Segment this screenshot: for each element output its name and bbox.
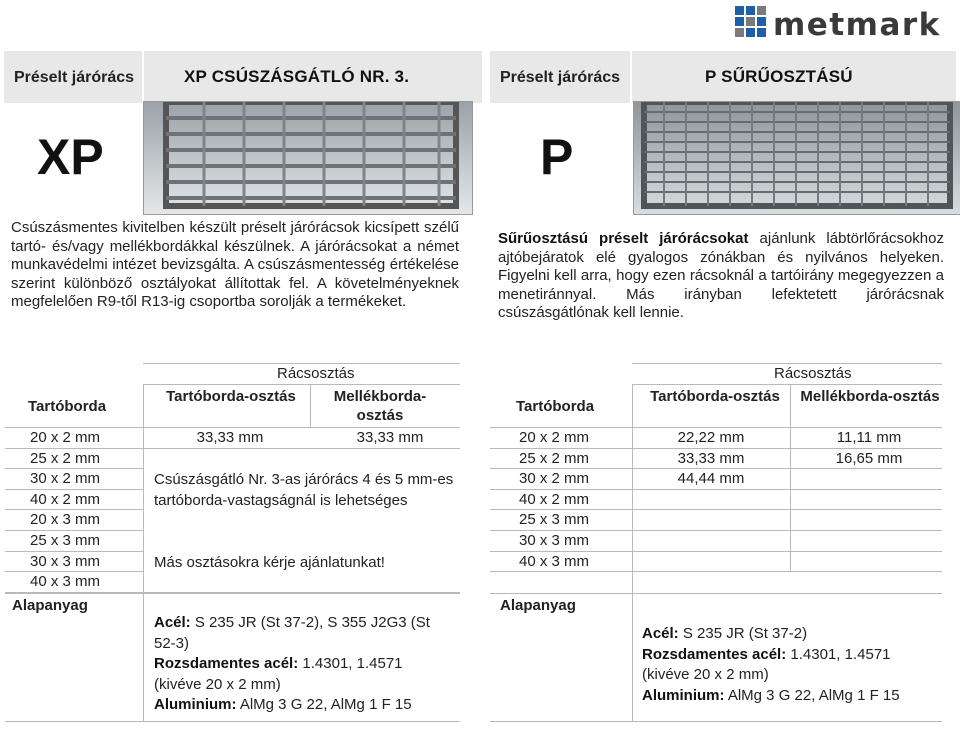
right-header-label: Préselt járórács bbox=[499, 68, 621, 86]
xp-grating-photo bbox=[143, 101, 473, 215]
table-cell-mellekborda-osztas: 33,33 mm bbox=[356, 429, 424, 446]
table-cell-tartoborda: 20 x 2 mm bbox=[30, 429, 101, 446]
left-mat2-note: (kivéve 20 x 2 mm) bbox=[154, 675, 281, 693]
right-mat2-label: Rozsdamentes acél: bbox=[642, 645, 787, 663]
left-header-label: Préselt járórács bbox=[13, 68, 135, 86]
left-col-tartoborda: Tartóborda bbox=[28, 398, 107, 415]
table-cell-tartoborda: 40 x 3 mm bbox=[30, 573, 101, 591]
table-cell-tartoborda: 25 x 3 mm bbox=[30, 532, 101, 549]
table-line bbox=[143, 384, 144, 428]
right-mat2-value: 1.4301, 1.4571 bbox=[790, 645, 891, 663]
right-col-tartoborda-osztas: Tartóborda-osztás bbox=[650, 388, 780, 405]
table-line bbox=[310, 384, 311, 428]
left-mat3-label: Aluminium: bbox=[154, 696, 237, 713]
table-line bbox=[490, 509, 942, 510]
table-line bbox=[490, 530, 942, 531]
table-line bbox=[5, 468, 143, 469]
table-cell-mellekborda-osztas: 11,11 mm bbox=[836, 429, 902, 446]
table-line bbox=[490, 427, 942, 428]
table-line bbox=[5, 571, 143, 572]
table-cell-tartoborda-osztas: 44,44 mm bbox=[677, 470, 745, 488]
left-col-mellekborda-osztas: Mellékborda-osztás bbox=[333, 388, 427, 424]
right-col-mellekborda-osztas: Mellékborda-osztás bbox=[800, 388, 940, 405]
table-line bbox=[490, 593, 942, 594]
left-mat2-value: 1.4301, 1.4571 bbox=[302, 655, 403, 672]
left-header-bar bbox=[4, 51, 482, 103]
table-line bbox=[490, 489, 942, 490]
table-line bbox=[490, 448, 942, 449]
table-line bbox=[5, 551, 143, 552]
table-cell-mellekborda-osztas: 16,65 mm bbox=[835, 449, 903, 467]
table-line bbox=[5, 427, 460, 428]
right-mat1-label: Acél: bbox=[642, 625, 679, 642]
left-note-csuszasgatlo: Csúszásgátló Nr. 3-as járórács 4 és 5 mm-es tartóborda-vastagságnál is lehetséges bbox=[154, 471, 454, 509]
left-alapanyag-label: Alapanyag bbox=[12, 597, 88, 614]
left-description: Csúszásmentes kivitelben készült préselt járórácsok kicsípett szélű tartó- és/vagy mellékbordákkal készülnek. A járórácsokat a német munkavédelmi intézet bevizsgálta. A csúszásmentesség értékelése szerint különböző osztályokat állítottak fel. A követelményeknek megfelelően R9-től R13-ig csoportba sorolják a termékeket. bbox=[11, 219, 459, 311]
right-mat1-value: S 235 JR (St 37-2) bbox=[682, 625, 808, 642]
table-cell-tartoborda-osztas: 33,33 mm bbox=[677, 449, 745, 467]
table-line bbox=[143, 427, 144, 592]
table-line bbox=[490, 721, 942, 722]
table-cell-tartoborda: 30 x 3 mm bbox=[30, 552, 101, 570]
table-line bbox=[632, 592, 633, 722]
left-note-mas-osztasokra: Más osztásokra kérje ajánlatunkat! bbox=[154, 554, 385, 571]
table-cell-tartoborda: 40 x 3 mm bbox=[519, 552, 590, 570]
table-cell-tartoborda: 30 x 2 mm bbox=[519, 470, 590, 488]
right-description-bold: Sűrűosztású préselt járórácsokat bbox=[498, 230, 749, 247]
table-line bbox=[5, 721, 460, 722]
right-product-code: P bbox=[540, 129, 574, 185]
left-mat1-value: S 235 JR (St 37-2), S 355 J2G3 (St 52-3) bbox=[154, 614, 430, 652]
table-cell-tartoborda: 30 x 3 mm bbox=[519, 532, 590, 549]
table-line bbox=[5, 593, 460, 594]
header-divider bbox=[142, 51, 144, 103]
table-cell-tartoborda: 40 x 2 mm bbox=[519, 490, 590, 508]
right-racsosztas-header: Rácsosztás bbox=[774, 365, 852, 382]
table-line bbox=[632, 363, 942, 364]
table-line bbox=[143, 448, 460, 449]
right-col-tartoborda: Tartóborda bbox=[516, 398, 595, 415]
table-line bbox=[632, 384, 942, 385]
logo-text: metmark bbox=[773, 7, 941, 43]
right-materials bbox=[642, 624, 942, 706]
left-racsosztas-header: Rácsosztás bbox=[277, 365, 355, 382]
left-mat2-label: Rozsdamentes acél: bbox=[154, 655, 299, 672]
logo-grid-icon bbox=[733, 4, 769, 40]
table-cell-tartoborda: 20 x 2 mm bbox=[519, 429, 590, 446]
table-line bbox=[5, 489, 143, 490]
right-alapanyag-label: Alapanyag bbox=[500, 597, 576, 614]
table-line bbox=[5, 530, 143, 531]
table-cell-tartoborda: 25 x 2 mm bbox=[519, 449, 590, 467]
right-mat3-value: AlMg 3 G 22, AlMg 1 F 15 bbox=[727, 686, 900, 704]
table-cell-tartoborda: 20 x 3 mm bbox=[30, 511, 101, 529]
table-line bbox=[490, 468, 942, 469]
table-cell-tartoborda-osztas: 22,22 mm bbox=[677, 429, 745, 446]
header-divider bbox=[630, 51, 632, 103]
left-product-code: XP bbox=[37, 129, 104, 185]
table-line bbox=[490, 551, 942, 552]
left-mat1-label: Acél: bbox=[154, 614, 191, 631]
table-line bbox=[5, 509, 143, 510]
table-cell-tartoborda: 25 x 3 mm bbox=[519, 511, 590, 529]
table-cell-tartoborda: 40 x 2 mm bbox=[30, 490, 101, 508]
left-col-tartoborda-osztas: Tartóborda-osztás bbox=[166, 388, 296, 405]
left-header-title: XP CSÚSZÁSGÁTLÓ NR. 3. bbox=[184, 67, 410, 86]
right-header-bar bbox=[490, 51, 956, 103]
table-cell-tartoborda: 30 x 2 mm bbox=[30, 470, 101, 488]
table-cell-tartoborda: 25 x 2 mm bbox=[30, 449, 101, 467]
p-grating-photo bbox=[633, 101, 960, 215]
left-materials bbox=[154, 613, 454, 716]
right-header-title: P SŰRŰOSZTÁSÚ bbox=[705, 67, 853, 86]
metmark-logo bbox=[733, 4, 947, 42]
table-cell-tartoborda-osztas: 33,33 mm bbox=[196, 429, 264, 446]
table-line bbox=[790, 384, 791, 571]
table-line bbox=[143, 592, 144, 722]
right-mat2-note: (kivéve 20 x 2 mm) bbox=[642, 666, 769, 683]
table-line bbox=[5, 448, 143, 449]
right-description bbox=[498, 230, 944, 323]
table-line bbox=[143, 363, 460, 364]
right-mat3-label: Aluminium: bbox=[642, 686, 725, 704]
right-description-rest: ajánlunk lábtörlőrácsokhoz ajtóbejáratok elé gyalogos zónákban és nyilvános helyeken. Figyelni kell arra, hogy ezen rácsoknál a tartóirány megegyezzen a menetiránnyal. Más irányban lefektetett járórácsnak csúszásgátlónak kell lennie. bbox=[498, 230, 944, 322]
table-line bbox=[490, 571, 942, 572]
table-line bbox=[143, 384, 460, 385]
left-mat3-value: AlMg 3 G 22, AlMg 1 F 15 bbox=[239, 696, 412, 713]
